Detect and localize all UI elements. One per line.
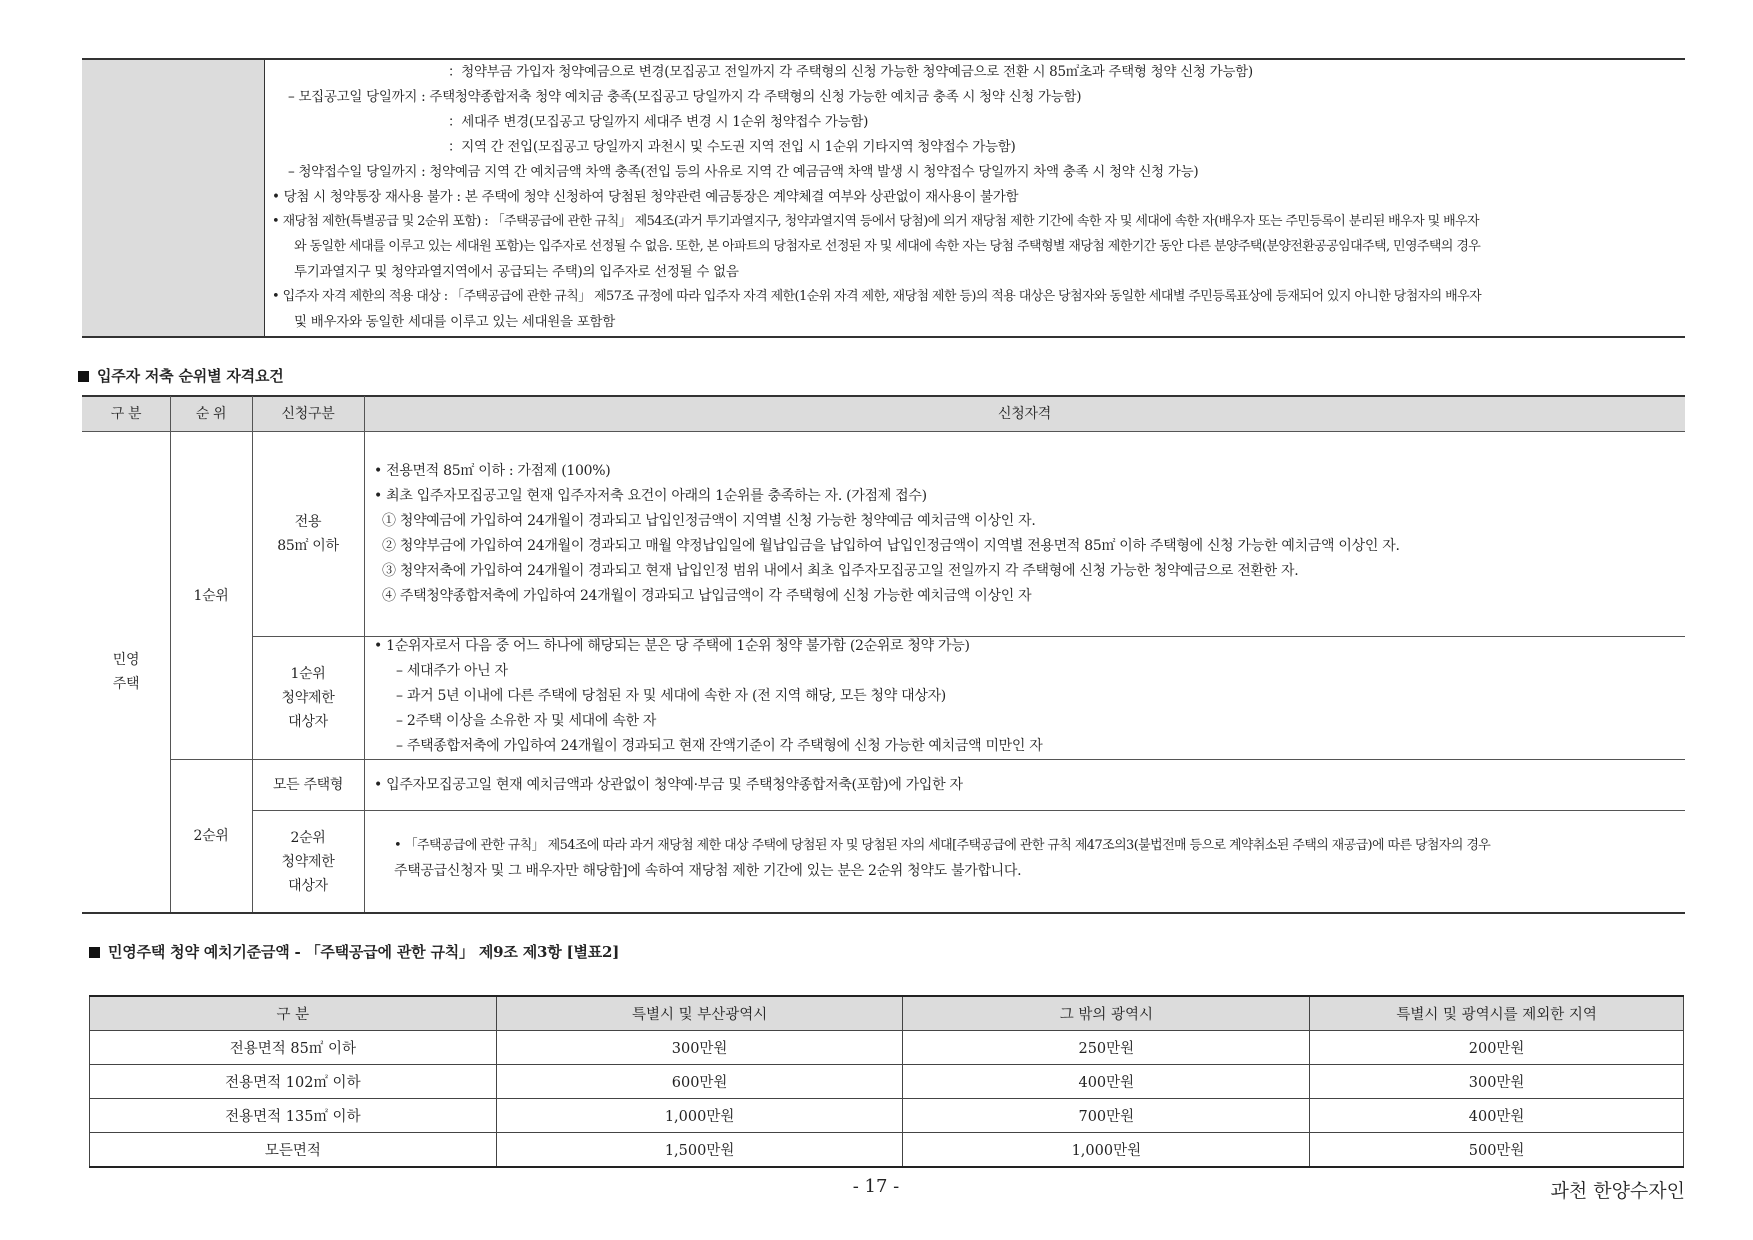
header-apply-type: 신청구분 <box>281 405 335 422</box>
section-title-qualification: 입주자 저축 순위별 자격요건 <box>78 365 284 386</box>
qualification-line: ② 청약부금에 가입하여 24개월이 경과되고 매월 약정납입일에 월납입금을 납입하여 납입인정금액이 지역별 전용면적 85㎡ 이하 주택형에 신청 가능한 예치금액 이상인 자. <box>382 538 1400 554</box>
qualification-line: • 1순위자로서 다음 중 어느 하나에 해당되는 분은 당 주택에 1순위 청약 불가함 (2순위로 청약 가능) <box>374 638 970 654</box>
header-category: 구 분 <box>110 405 142 422</box>
amount-cell: 600만원 <box>496 1065 903 1099</box>
apply-type-rank1-restricted: 1순위 청약제한 대상자 <box>281 666 335 730</box>
top-line: ：세대주 변경(모집공고 당일까지 세대주 변경 시 1순위 청약접수 가능함) <box>448 114 869 130</box>
qualification-line: ① 청약예금에 가입하여 24개월이 경과되고 납입인정금액이 지역별 신청 가능한 청약예금 예치금액 이상인 자. <box>382 513 1036 529</box>
area-cell: 전용면적 102㎡ 이하 <box>90 1065 497 1099</box>
amount-cell: 1,500만원 <box>496 1133 903 1168</box>
top-border <box>82 58 1685 60</box>
header-qualification: 신청자격 <box>998 405 1051 422</box>
top-line: 와 동일한 세대를 이루고 있는 세대원 포함)는 입주자로 선정될 수 없음. 또한, 본 아파트의 당첨자로 선정된 자 및 세대에 속한 자는 당첨 주택형별 재당첨 제한기간 동안 다른 분양주택(분양전환공공임대주택, 민영주택의 경우 <box>294 239 1481 254</box>
amount-cell: 400만원 <box>903 1065 1310 1099</box>
table-row <box>90 1133 1684 1168</box>
qualification-line: – 세대주가 아닌 자 <box>396 663 508 679</box>
table-row <box>90 1031 1684 1065</box>
header-cell: 특별시 및 부산광역시 <box>496 996 903 1031</box>
table-row <box>90 1065 1684 1099</box>
area-cell: 모든면적 <box>90 1133 497 1168</box>
top-line: 투기과열지구 및 청약과열지역에서 공급되는 주택)의 입주자로 선정될 수 없음 <box>294 264 739 280</box>
table-header-row <box>90 996 1684 1031</box>
table-row <box>90 1099 1684 1133</box>
header-cell: 특별시 및 광역시를 제외한 지역 <box>1310 996 1684 1031</box>
amount-cell: 250만원 <box>903 1031 1310 1065</box>
qualification-line: – 주택종합저축에 가입하여 24개월이 경과되고 현재 잔액기준이 각 주택형에 신청 가능한 예치금액 미만인 자 <box>396 738 1043 754</box>
brand-name: 과천 한양수자인 <box>1550 1180 1685 1202</box>
apply-type-85: 전용 85㎡ 이하 <box>277 514 339 554</box>
area-cell: 전용면적 135㎡ 이하 <box>90 1099 497 1133</box>
square-bullet-icon <box>89 947 100 958</box>
qualification-line: – 과거 5년 이내에 다른 주택에 당첨된 자 및 세대에 속한 자 (전 지역 해당, 모든 청약 대상자) <box>396 688 946 704</box>
section-title-deposit: 민영주택 청약 예치기준금액 - 「주택공급에 관한 규칙」 제9조 제3항 [별표2] <box>89 941 619 962</box>
qualification-line: – 2주택 이상을 소유한 자 및 세대에 속한 자 <box>396 713 657 729</box>
apply-type-all: 모든 주택형 <box>272 777 344 793</box>
top-line: 및 배우자와 동일한 세대를 이루고 있는 세대원을 포함함 <box>294 314 615 330</box>
amount-cell: 200만원 <box>1310 1031 1684 1065</box>
rank-2: 2순위 <box>193 828 229 844</box>
apply-type-rank2-restricted: 2순위 청약제한 대상자 <box>281 829 335 894</box>
qualification-line: • 최초 입주자모집공고일 현재 입주자저축 요건이 아래의 1순위를 충족하는 자. (가점제 접수) <box>374 488 927 504</box>
amount-cell: 1,000만원 <box>496 1099 903 1133</box>
qualification-line: ④ 주택청약종합저축에 가입하여 24개월이 경과되고 납입금액이 각 주택형에 신청 가능한 예치금액 이상인 자 <box>382 588 1032 604</box>
top-line: ：청약부금 가입자 청약예금으로 변경(모집공고 전일까지 각 주택형의 신청 가능한 청약예금으로 전환 시 85㎡초과 주택형 청약 신청 가능함) <box>448 64 1253 80</box>
top-line: ：지역 간 전입(모집공고 당일까지 과천시 및 수도권 지역 전입 시 1순위 기타지역 청약접수 가능함) <box>448 139 1016 155</box>
top-line: – 청약접수일 당일까지 : 청약예금 지역 간 예치금액 차액 충족(전입 등의 사유로 지역 간 예금금액 차액 발생 시 청약접수 당일까지 차액 충족 시 청약 신청 가능) <box>288 164 1199 180</box>
row-line <box>252 810 1685 811</box>
header-cell: 그 밖의 광역시 <box>903 996 1310 1031</box>
header-rank: 순 위 <box>195 405 227 422</box>
deposit-table <box>89 995 1684 1168</box>
top-bottom-border <box>82 336 1685 338</box>
category-private-housing: 민영 주택 <box>112 652 140 692</box>
amount-cell: 700만원 <box>903 1099 1310 1133</box>
qualification-line: • 전용면적 85㎡ 이하 : 가점제 (100%) <box>374 463 611 479</box>
amount-cell: 300만원 <box>1310 1065 1684 1099</box>
top-divider <box>264 60 265 336</box>
top-left-gray-cell <box>82 60 264 336</box>
qualification-line: • 입주자모집공고일 현재 예치금액과 상관없이 청약예·부금 및 주택청약종합저축(포함)에 가입한 자 <box>374 777 963 793</box>
qualification-line: 주택공급신청자 및 그 배우자만 해당함]에 속하여 재당첨 제한 기간에 있는 분은 2순위 청약도 불가합니다. <box>394 863 1022 879</box>
top-line: • 당첨 시 청약통장 재사용 불가 : 본 주택에 청약 신청하여 당첨된 청약관련 예금통장은 계약체결 여부와 상관없이 재사용이 불가함 <box>272 189 1019 205</box>
page-number: - 17 - <box>852 1176 900 1197</box>
square-bullet-icon <box>78 371 89 382</box>
amount-cell: 300만원 <box>496 1031 903 1065</box>
top-line: – 모집공고일 당일까지 : 주택청약종합저축 청약 예치금 충족(모집공고 당일까지 각 주택형의 신청 가능한 예치금 충족 시 청약 신청 가능함) <box>288 89 1082 105</box>
amount-cell: 400만원 <box>1310 1099 1684 1133</box>
qualification-line: • 「주택공급에 관한 규칙」 제54조에 따라 과거 재당첨 제한 대상 주택에 당첨된 자 및 당첨된 자의 세대[주택공급에 관한 규칙 제47조의3(불법전매 등으로 계약취소된 주택의 재공급)에 따른 당첨자의 경우 <box>394 838 1491 853</box>
row-line <box>170 759 1685 760</box>
top-line: • 입주자 자격 제한의 적용 대상 : 「주택공급에 관한 규칙」 제57조 규정에 따라 입주자 자격 제한(1순위 자격 제한, 재당첨 제한 등)의 적용 대상은 당첨자와 동일한 세대별 주민등록표상에 등재되어 있지 아니한 당첨자의 배우자 <box>272 289 1482 304</box>
header-cell: 구 분 <box>90 996 497 1031</box>
top-line: • 재당첨 제한(특별공급 및 2순위 포함) : 「주택공급에 관한 규칙」 제54조(과거 투기과열지구, 청약과열지역 등에서 당첨)에 의거 재당첨 제한 기간에 속한 자 및 세대에 속한 자(배우자 또는 주민등록이 분리된 배우자 및 배우자 <box>272 214 1479 229</box>
table-bottom-border <box>82 912 1685 914</box>
qualification-line: ③ 청약저축에 가입하여 24개월이 경과되고 현재 납입인정 범위 내에서 최초 입주자모집공고일 전일까지 각 주택형에 신청 가능한 청약예금으로 전환한 자. <box>382 563 1299 579</box>
amount-cell: 500만원 <box>1310 1133 1684 1168</box>
amount-cell: 1,000만원 <box>903 1133 1310 1168</box>
area-cell: 전용면적 85㎡ 이하 <box>90 1031 497 1065</box>
rank-1: 1순위 <box>193 587 229 604</box>
col-line <box>364 396 365 912</box>
